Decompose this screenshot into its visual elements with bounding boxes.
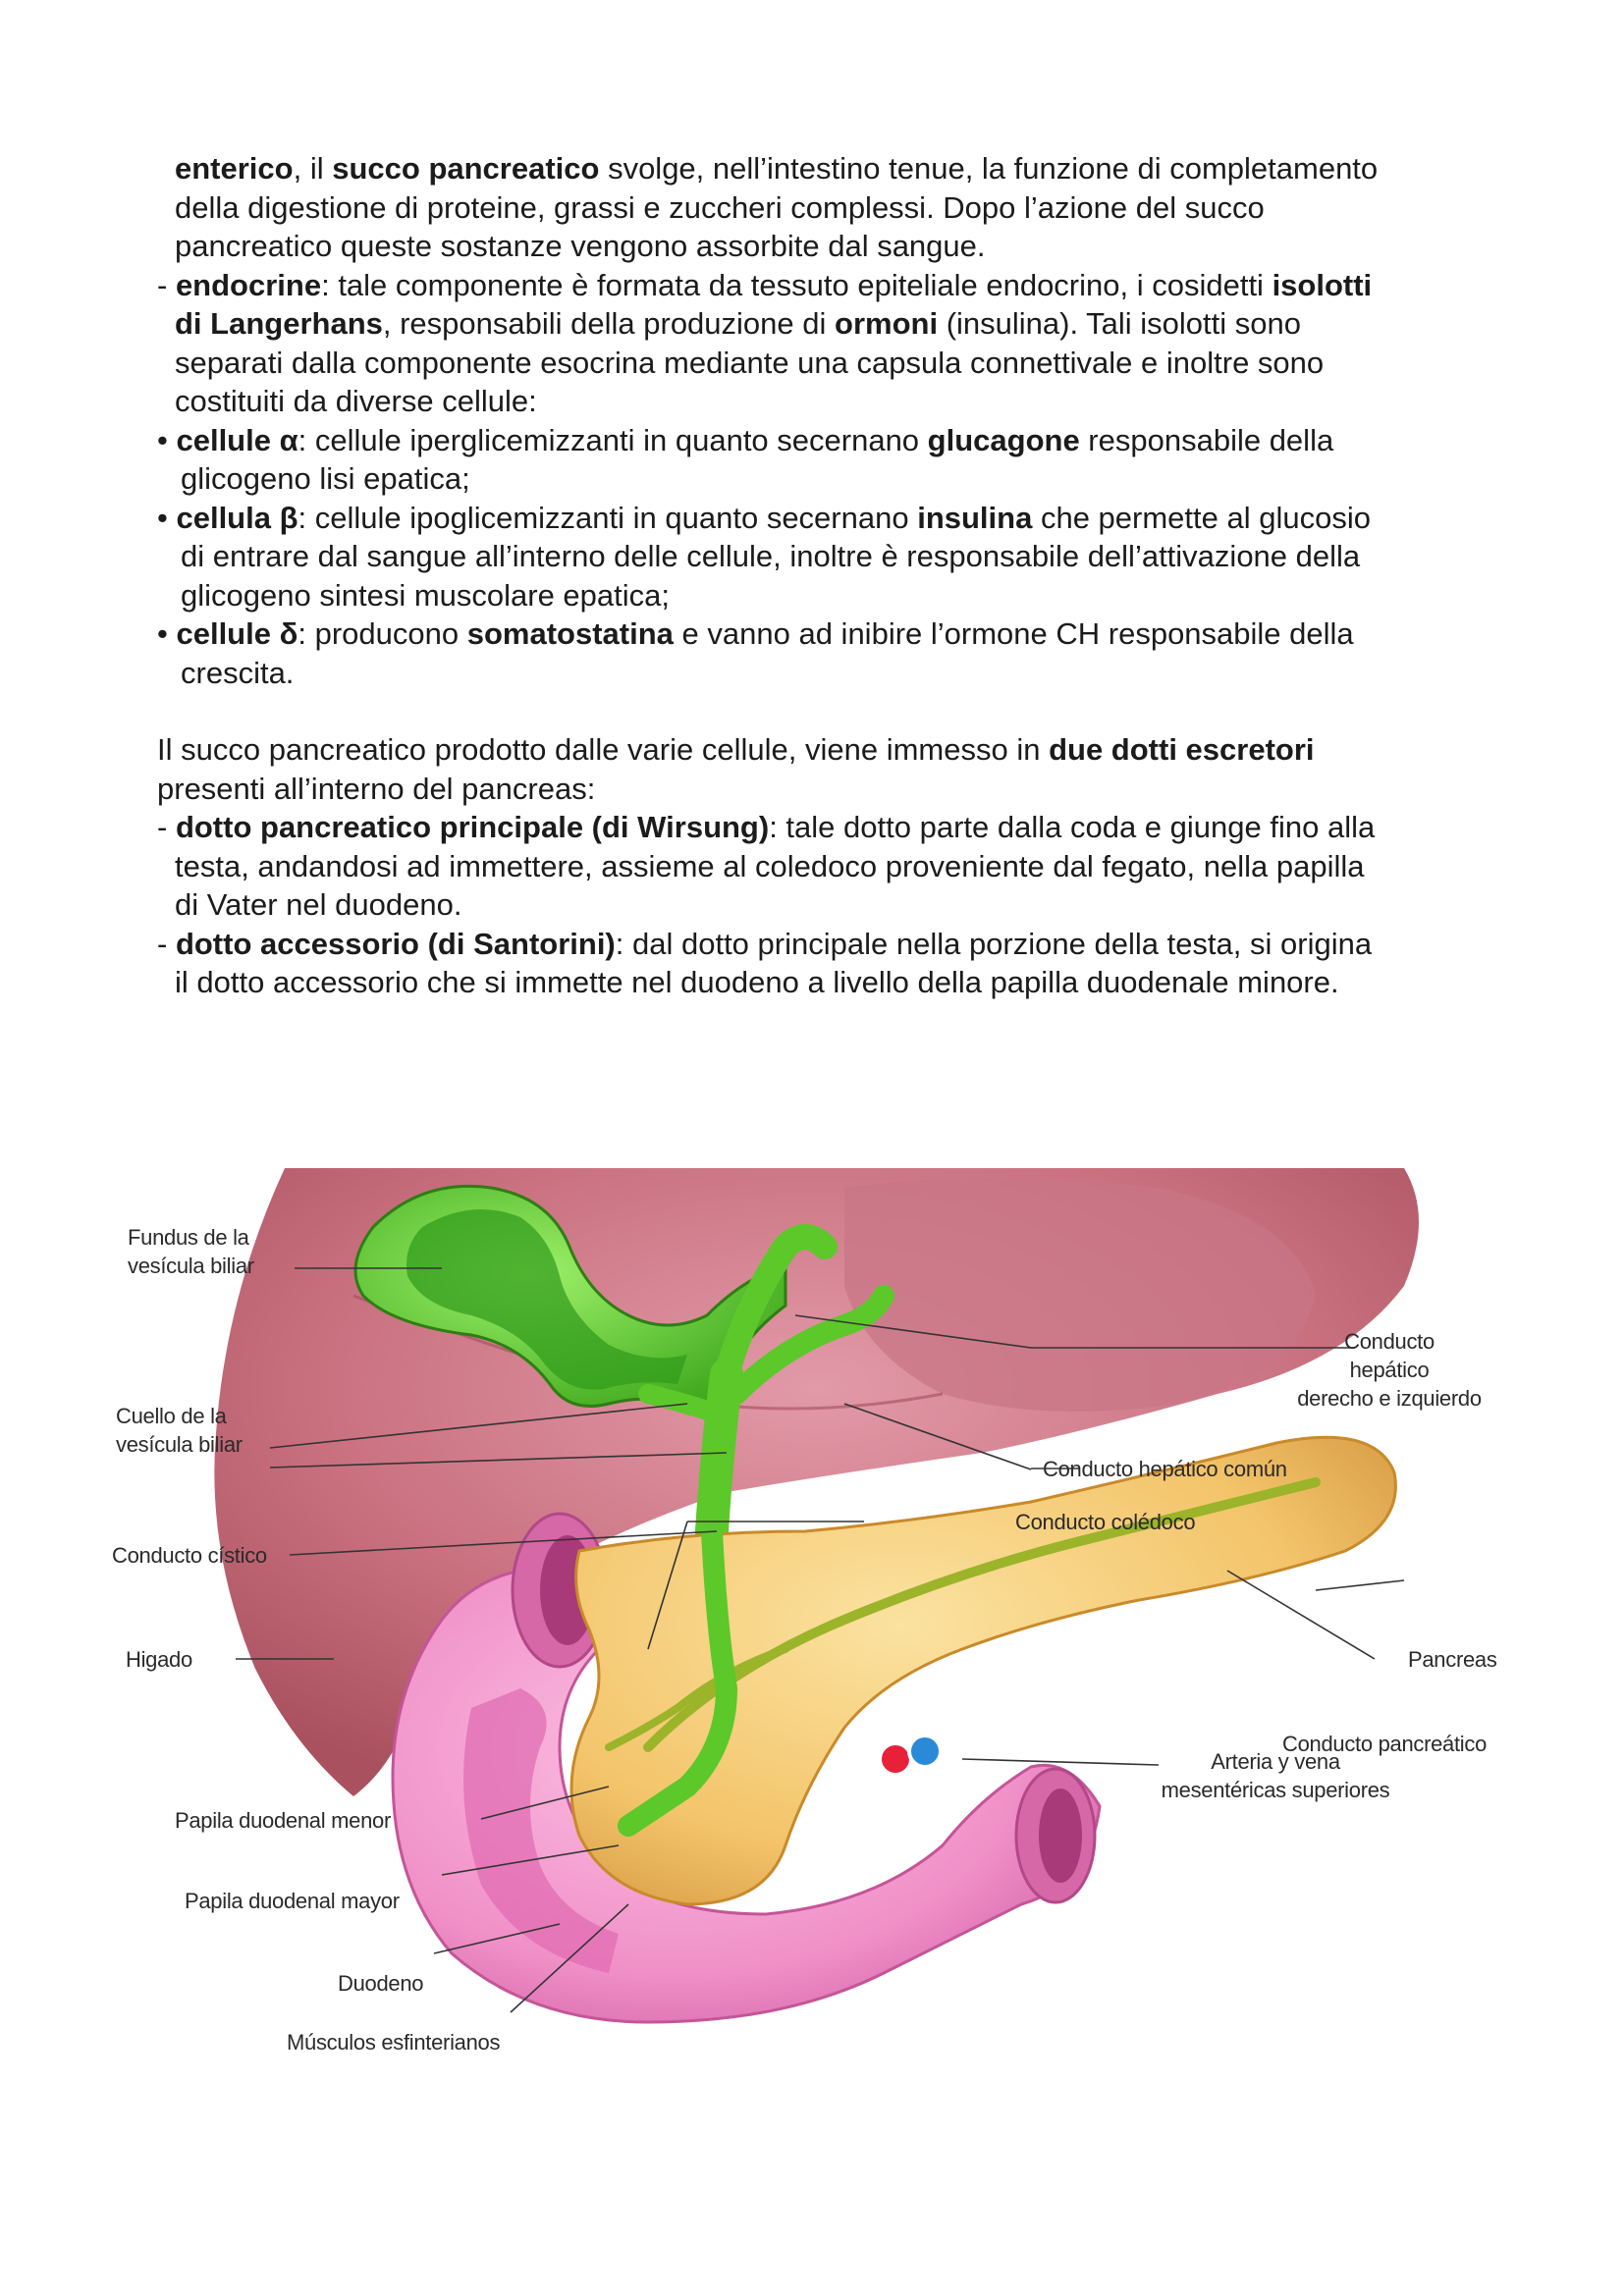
paragraph-line: testa, andandosi ad immettere, assieme al coledoco proveniente dal fegato, nella papilla bbox=[175, 848, 1365, 883]
paragraph-gap bbox=[157, 692, 1512, 730]
paragraph-line: separati dalla componente esocrina mediante una capsula connettivale e inoltre sono bbox=[175, 345, 1325, 380]
list-item-beta: • cellula β: cellule ipoglicemizzanti in quanto secernano insulina che permette al glucosio bbox=[157, 500, 1371, 535]
label-hepatico-comun: Conducto hepático común bbox=[1043, 1457, 1287, 1481]
list-item-alpha: • cellule α: cellule iperglicemizzanti in quanto secernano glucagone responsabile della bbox=[157, 422, 1334, 457]
paragraph-line: di Vater nel duodeno. bbox=[175, 887, 462, 922]
duodenum-opening-end-inner bbox=[1039, 1789, 1082, 1883]
label-hepatico: Conducto hepático derecho e izquierdo bbox=[1297, 1329, 1482, 1411]
label-higado: Higado bbox=[126, 1647, 192, 1672]
label-duodeno: Duodeno bbox=[338, 1971, 424, 1996]
list-item-endocrine: - endocrine: tale componente è formata da tessuto epiteliale endocrino, i cosidetti isolotti bbox=[157, 267, 1373, 302]
label-pancreas: Pancreas bbox=[1408, 1647, 1497, 1672]
list-item-wirsung: - dotto pancreatico principale (di Wirsung): tale dotto parte dalla coda e giunge fino alla bbox=[157, 810, 1376, 844]
anatomy-illustration bbox=[98, 1158, 1532, 2101]
label-fundus: Fundus de la vesícula biliar bbox=[128, 1225, 254, 1278]
label-pancreatico: Conducto pancreático bbox=[1282, 1732, 1488, 1756]
list-item-delta: • cellule δ: producono somatostatina e vanno ad inibire l’ormone CH responsabile della bbox=[157, 616, 1354, 651]
paragraph-line: glicogeno sintesi muscolare epatica; bbox=[181, 577, 670, 613]
paragraph-line: di Langerhans, responsabili della produzione di ormoni (insulina). Tali isolotti sono bbox=[175, 306, 1301, 341]
label-cuello: Cuello de la vesícula biliar bbox=[116, 1404, 243, 1457]
body-text bbox=[157, 149, 1512, 1002]
paragraph-line: glicogeno lisi epatica; bbox=[181, 461, 470, 496]
list-item-santorini: - dotto accessorio (di Santorini): dal dotto principale nella porzione della testa, si origina bbox=[157, 926, 1373, 961]
label-musculos: Músculos esfinterianos bbox=[287, 2030, 501, 2055]
paragraph-line: crescita. bbox=[181, 655, 295, 690]
paragraph-line: costituiti da diverse cellule: bbox=[175, 384, 537, 418]
anatomy-figure bbox=[98, 1158, 1532, 2101]
paragraph-line: presenti all’interno del pancreas: bbox=[157, 771, 596, 806]
mesenteric-artery bbox=[880, 1743, 911, 1775]
label-arteria: Arteria y vena mesentéricas superiores bbox=[1161, 1749, 1390, 1802]
paragraph-line: pancreatico queste sostanze vengono assorbite dal sangue. bbox=[175, 229, 986, 263]
paragraph-line: enterico, il succo pancreatico svolge, nell’intestino tenue, la funzione di completamento bbox=[175, 151, 1379, 186]
paragraph-line: Il succo pancreatico prodotto dalle varie cellule, viene immesso in due dotti escretori bbox=[157, 732, 1315, 767]
label-papila-mayor: Papila duodenal mayor bbox=[185, 1889, 400, 1913]
paragraph-line: il dotto accessorio che si immette nel duodeno a livello della papilla duodenale minore. bbox=[175, 965, 1339, 999]
label-cistico: Conducto cístico bbox=[112, 1543, 267, 1568]
label-papila-menor: Papila duodenal menor bbox=[175, 1808, 391, 1833]
label-coledoco: Conducto colédoco bbox=[1015, 1510, 1196, 1534]
paragraph-line: di entrare dal sangue all’interno delle cellule, inoltre è responsabile dell’attivazione della bbox=[181, 539, 1361, 573]
paragraph-line: della digestione di proteine, grassi e zuccheri complessi. Dopo l’azione del succo bbox=[175, 189, 1265, 225]
mesenteric-vein bbox=[909, 1735, 941, 1767]
